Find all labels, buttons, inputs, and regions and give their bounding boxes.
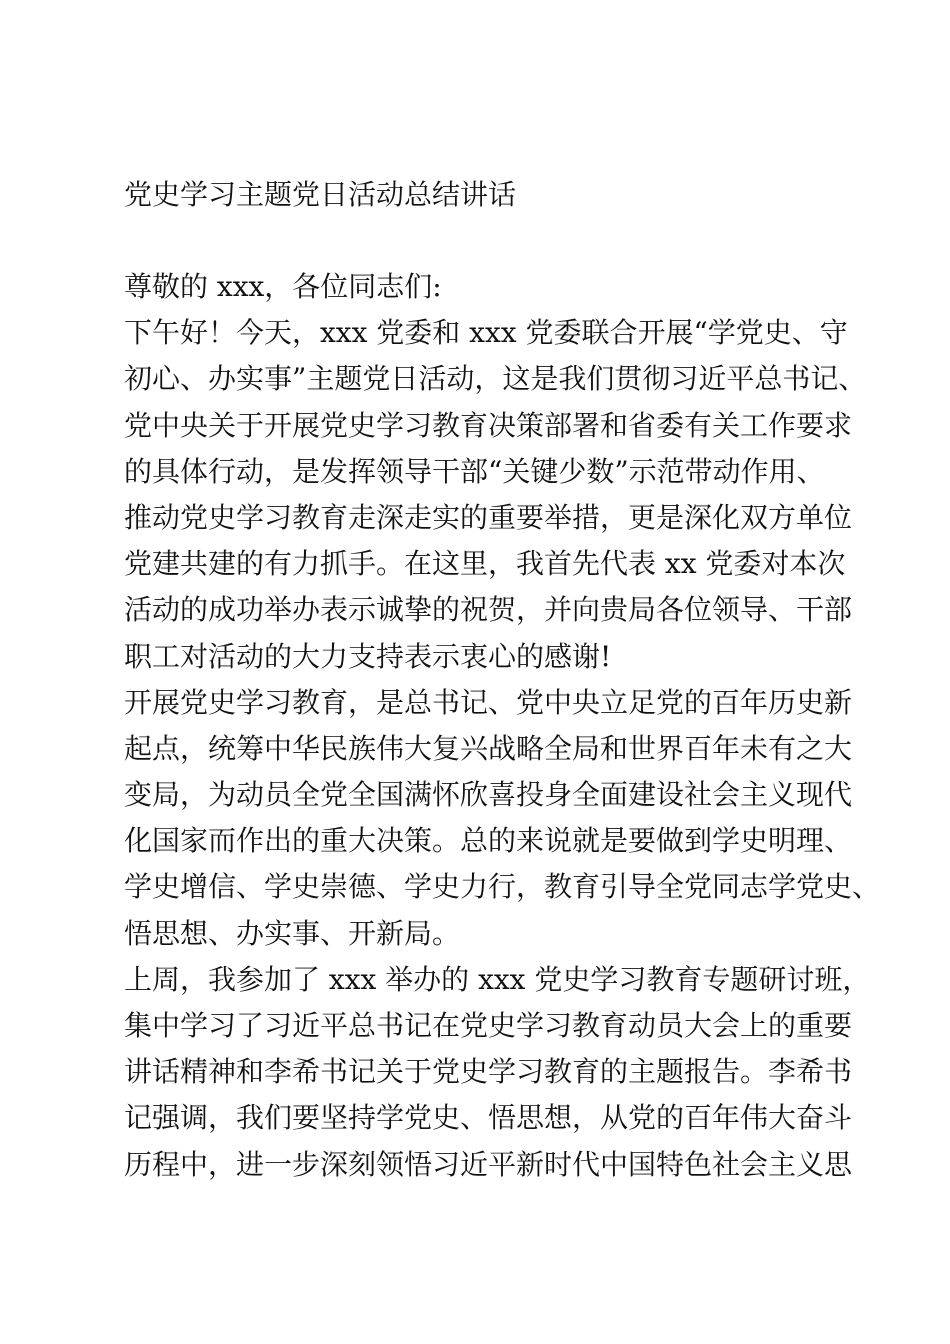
body-line: 讲话精神和李希书记关于党史学习教育的主题报告。李希书 bbox=[124, 1055, 853, 1089]
body-line: 党中央关于开展党史学习教育决策部署和省委有关工作要求 bbox=[124, 408, 853, 442]
body-line: 党建共建的有力抓手。在这里，我首先代表 xx 党委对本次 bbox=[124, 547, 846, 581]
document-body bbox=[124, 264, 881, 1188]
body-line: 变局，为动员全党全国满怀欣喜投身全面建设社会主义现代 bbox=[124, 778, 853, 812]
body-line: 学史增信、学史崇德、学史力行，教育引导全党同志学党史、 bbox=[124, 870, 881, 904]
body-line: 开展党史学习教育，是总书记、党中央立足党的百年历史新 bbox=[124, 685, 853, 719]
body-line: 活动的成功举办表示诚挚的祝贺，并向贵局各位领导、干部 bbox=[124, 593, 853, 627]
body-line: 推动党史学习教育走深走实的重要举措，更是深化双方单位 bbox=[124, 500, 853, 534]
body-line: 上周，我参加了 xxx 举办的 xxx 党史学习教育专题研讨班， bbox=[124, 962, 871, 996]
body-line: 下午好！今天，xxx 党委和 xxx 党委联合开展“学党史、守 bbox=[124, 316, 848, 350]
body-line: 历程中，进一步深刻领悟习近平新时代中国特色社会主义思 bbox=[124, 1147, 853, 1181]
body-line: 悟思想、办实事、开新局。 bbox=[124, 916, 461, 950]
body-line: 起点，统筹中华民族伟大复兴战略全局和世界百年未有之大 bbox=[124, 731, 853, 765]
body-line-salutation: 尊敬的 xxx，各位同志们: bbox=[124, 270, 442, 303]
document-title: 党史学习主题党日活动总结讲话 bbox=[124, 178, 517, 211]
body-line: 职工对活动的大力支持表示衷心的感谢! bbox=[124, 639, 612, 673]
body-line: 初心、办实事”主题党日活动，这是我们贯彻习近平总书记、 bbox=[124, 362, 867, 396]
body-line: 的具体行动，是发挥领导干部“关键少数”示范带动作用、 bbox=[124, 454, 825, 488]
body-line: 记强调，我们要坚持学党史、悟思想，从党的百年伟大奋斗 bbox=[124, 1101, 853, 1135]
body-line: 集中学习了习近平总书记在党史学习教育动员大会上的重要 bbox=[124, 1009, 853, 1042]
body-line: 化国家而作出的重大决策。总的来说就是要做到学史明理、 bbox=[124, 824, 853, 858]
